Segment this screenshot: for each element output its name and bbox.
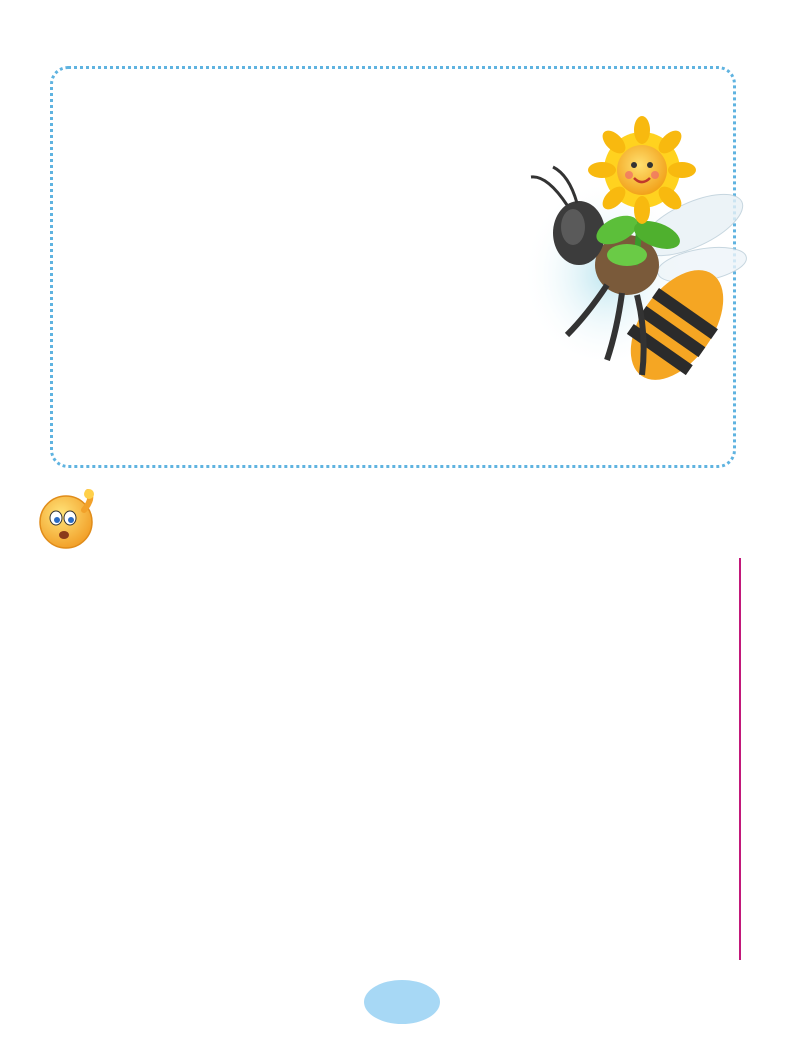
page-number [364,980,440,1024]
